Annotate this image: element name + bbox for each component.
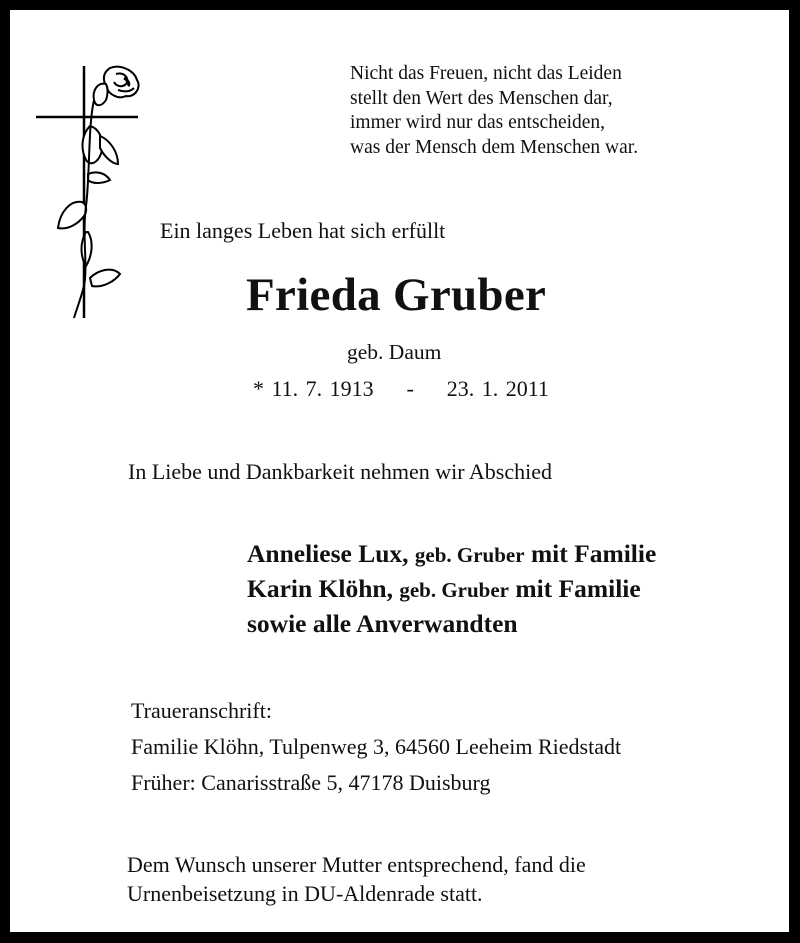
mourners-list bbox=[247, 537, 656, 640]
poem-line: stellt den Wert des Menschen dar, bbox=[350, 87, 613, 109]
mourner-name: Karin Klöhn, bbox=[247, 574, 393, 603]
obituary-notice bbox=[10, 10, 789, 932]
mourner-suffix: mit Familie bbox=[530, 539, 657, 568]
birth-date: * 11. 7. 1913 bbox=[253, 376, 374, 401]
mourning-address bbox=[131, 693, 621, 801]
death-date: 23. 1. 2011 bbox=[446, 376, 549, 401]
mourner-name: sowie alle Anverwandten bbox=[247, 609, 518, 638]
poem bbox=[350, 62, 638, 160]
poem-line: Nicht das Freuen, nicht das Leiden bbox=[350, 63, 622, 84]
mourner-name: Anneliese Lux, bbox=[247, 539, 409, 568]
intro-line: Ein langes Leben hat sich erfüllt bbox=[160, 218, 446, 243]
mourner-line bbox=[247, 607, 656, 640]
note-line: Urnenbeisetzung in DU-Aldenrade statt. bbox=[127, 881, 483, 906]
mourner-suffix: mit Familie bbox=[515, 574, 641, 603]
address-former: Früher: Canarisstraße 5, 47178 Duisburg bbox=[131, 770, 491, 795]
burial-note bbox=[127, 850, 586, 908]
rose-cross-icon bbox=[22, 56, 152, 321]
date-separator: - bbox=[406, 376, 414, 401]
mourner-maiden: geb. Gruber bbox=[414, 543, 525, 567]
address-label: Traueranschrift: bbox=[131, 698, 272, 723]
life-dates bbox=[253, 376, 549, 402]
mourner-maiden: geb. Gruber bbox=[399, 578, 509, 602]
address-current: Familie Klöhn, Tulpenweg 3, 64560 Leeheim Riedstadt bbox=[131, 734, 622, 759]
mourner-line bbox=[247, 572, 656, 607]
mourner-line bbox=[247, 537, 656, 572]
poem-line: was der Mensch dem Menschen war. bbox=[350, 136, 639, 158]
maiden-name: geb. Daum bbox=[347, 340, 442, 364]
poem-line: immer wird nur das entscheiden, bbox=[350, 112, 606, 133]
farewell-line: In Liebe und Dankbarkeit nehmen wir Abschied bbox=[128, 459, 552, 484]
deceased-name: Frieda Gruber bbox=[246, 269, 547, 321]
note-line: Dem Wunsch unserer Mutter entsprechend, fand die bbox=[127, 852, 586, 877]
